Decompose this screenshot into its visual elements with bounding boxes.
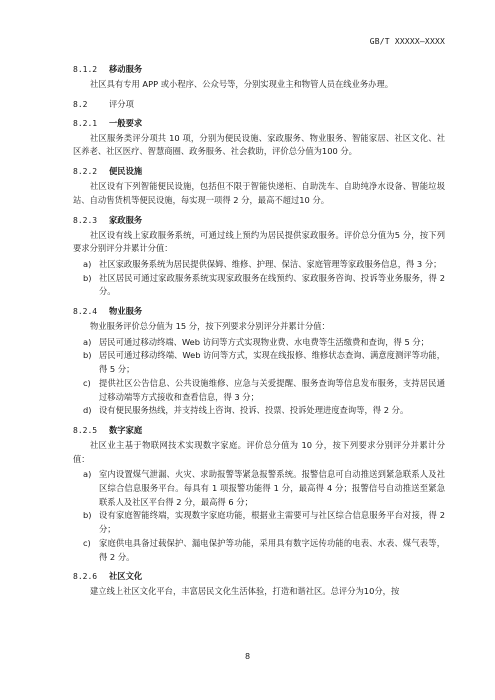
list-item (73, 509, 445, 536)
list-item (73, 272, 445, 299)
list-item-text: 家庭供电具备过载保护、漏电保护等功能，采用具有数字远传功能的电表、水表、煤气表等，得 2 分。 (99, 537, 445, 562)
section-heading (73, 63, 445, 76)
standard-code: GB/T XXXXX—XXXX (369, 37, 445, 46)
page-number: 8 (244, 652, 251, 661)
paragraph: 社区具有专用 APP 或小程序、公众号等，分别实现业主和物管人员在线业务办理。 (90, 79, 394, 89)
list-item (73, 377, 445, 404)
section-heading (73, 305, 445, 318)
section-number: 8.1.2 (73, 65, 98, 74)
page-content (73, 57, 445, 601)
section-title: 家政服务 (109, 214, 143, 225)
list-item (73, 349, 445, 376)
section-number: 8.2.1 (73, 118, 98, 128)
list-item-text: 社区家政服务系统为居民提供保姆、维修、护理、保洁、家庭管理等家政服务信息，得 3 分； (99, 258, 442, 269)
list-item-text: 居民可通过移动终端、Web 访问等方式，实现在线报修、维修状态查询、满意度测评等功能，得 5 分； (99, 350, 445, 375)
section-title: 移动服务 (109, 64, 143, 74)
paragraph: 社区业主基于物联网技术实现数字家庭。评价总分值为 10 分，按下列要求分别评分并累计分值： (73, 439, 445, 464)
list-item (73, 537, 445, 564)
list-item-text: 提供社区公告信息、公共设施维修、应急与关爱提醒、服务查询等信息发布服务，支持居民通过移动端等方式接收和查看信息，得 3 分； (99, 377, 445, 402)
list-item-marker: c) (83, 537, 91, 548)
list-item-marker: a) (83, 469, 92, 480)
section-heading (73, 117, 445, 130)
section-title: 便民设施 (109, 166, 143, 177)
section-number: 8.2.4 (73, 307, 98, 317)
list-item-marker: a) (83, 258, 92, 269)
section-title: 社区文化 (109, 571, 143, 582)
section-number: 8.2.6 (73, 572, 98, 582)
section-heading (73, 214, 445, 227)
section-heading (73, 98, 445, 111)
paragraph: 社区设有线上家政服务系统，可通过线上预约为居民提供家政服务。评价总分值为5 分，按下列要求分别评分并累计分值： (73, 229, 445, 254)
list-item (73, 404, 445, 418)
paragraph: 物业服务评价总分值为 15 分，按下列要求分别评分并累计分值： (90, 321, 330, 332)
list-item-marker: b) (83, 510, 92, 521)
section-heading (73, 165, 445, 178)
list-item-marker: c) (83, 377, 91, 388)
section-title: 评分项 (109, 98, 134, 109)
list-item (73, 336, 445, 350)
list-item-marker: d) (83, 405, 92, 416)
section-number: 8.2.5 (73, 425, 98, 435)
paragraph: 社区设有下列智能便民设施，包括但不限于智能快递柜、自助洗车、自助纯净水设备、智能垃圾站、自动售货机等便民设施，每实现一项得 2 分，最高不超过10 分。 (73, 181, 445, 205)
list-item-text: 居民可通过移动终端、Web 访问等方式实现物业费、水电费等生活缴费和查询，得 5 分； (99, 336, 429, 347)
section-title: 一般要求 (109, 117, 143, 128)
list-item-text: 室内设置煤气泄漏、火灾、求助报警等紧急报警系统。报警信息可自动推送到紧急联系人及社区综合信息服务平台。每具有 1 项报警功能得 1 分，最高得 4 分；报警信号自动推送至紧急联系人及社区平台得 2 分，最高得 6 分； (99, 469, 445, 507)
list-item-text: 社区居民可通过家政服务系统实现家政服务在线预约、家政服务咨询、投诉等业务服务，得 2 分。 (99, 272, 445, 297)
list-item-text: 设有便民服务热线，并支持线上咨询、投诉、投票、投诉处理进度查询等，得 2 分。 (99, 405, 409, 416)
section-number: 8.2.2 (73, 167, 98, 177)
list-item (73, 468, 445, 509)
list-item-marker: a) (83, 336, 92, 347)
list-item-text: 设有家庭智能终端，实现数字家庭功能，根据业主需要可与社区综合信息服务平台对接，得 2 分； (99, 510, 445, 535)
list-item (73, 258, 445, 272)
section-title: 数字家庭 (109, 424, 143, 435)
paragraph: 社区服务类评分项共 10 项，分别为便民设施、家政服务、物业服务、智能家居、社区文化、社区养老、社区医疗、智慧商圈、政务服务、社会救助，评价总分值为100 分。 (73, 132, 445, 157)
list-item-marker: b) (83, 350, 92, 361)
section-title: 物业服务 (109, 306, 143, 317)
section-heading (73, 424, 445, 437)
section-number: 8.2.3 (73, 215, 98, 225)
list-item-marker: b) (83, 272, 92, 283)
section-heading (73, 570, 445, 583)
paragraph: 建立线上社区文化平台，丰富居民文化生活体验，打造和谐社区。总评分为10分，按 (90, 586, 400, 597)
section-number: 8.2 (73, 99, 88, 109)
